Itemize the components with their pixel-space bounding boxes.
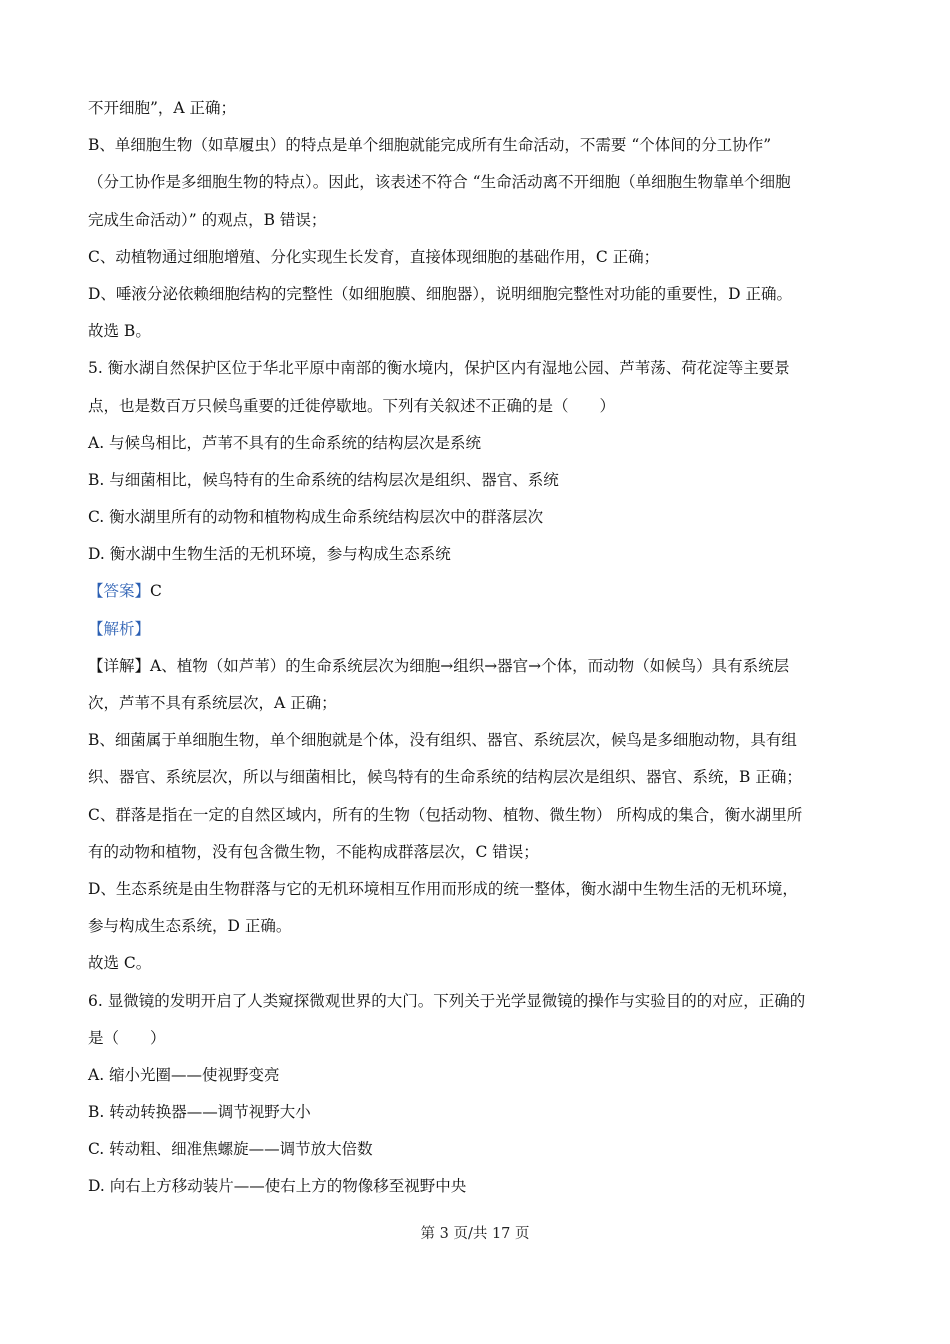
question-5-option-d: D. 衡水湖中生物生活的无机环境，参与构成生态系统 — [88, 545, 451, 564]
question-6-option-b: B. 转动转换器——调节视野大小 — [88, 1103, 311, 1122]
page-footer: 第 3 页/共 17 页 — [420, 1226, 530, 1242]
question-5-option-b: B. 与细菌相比，候鸟特有的生命系统的结构层次是组织、器官、系统 — [88, 470, 559, 489]
detail-line — [88, 648, 868, 685]
question-6-option-c: C. 转动粗、细准焦螺旋——调节放大倍数 — [88, 1140, 373, 1159]
text-line: 完成生命活动）” 的观点，B 错误； — [88, 210, 327, 229]
detail-text: A、植物（如芦苇）的生命系统层次为细胞→组织→器官→个体，而动物（如候鸟）具有系统层 — [150, 656, 790, 675]
text-line: 故选 B。 — [88, 322, 151, 341]
answer-value: C — [150, 582, 162, 601]
answer-line — [88, 573, 868, 610]
text-line: 不开细胞”，A 正确； — [88, 99, 237, 117]
text-line: 次，芦苇不具有系统层次，A 正确； — [88, 694, 337, 712]
text-line: D、唾液分泌依赖细胞结构的完整性（如细胞膜、细胞器），说明细胞完整性对功能的重要性，D 正确。 — [88, 284, 793, 303]
question-6-stem: 6. 显微镜的发明开启了人类窥探微观世界的大门。下列关于光学显微镜的操作与实验目的的对应，正确的 — [88, 991, 806, 1010]
text-line: （分工协作是多细胞生物的特点）。因此，该表述不符合 “生命活动离不开细胞（单细胞生物靠单个细胞 — [88, 173, 791, 192]
analysis-line — [88, 611, 868, 648]
analysis-tag: 【解析】 — [88, 619, 151, 638]
text-line: 织、器官、系统层次，所以与细菌相比，候鸟特有的生命系统的结构层次是组织、器官、系统，B 正确； — [88, 768, 802, 787]
question-6-stem: 是（ ） — [88, 1028, 166, 1047]
text-line: D、生态系统是由生物群落与它的无机环境相互作用而形成的统一整体，衡水湖中生物生活的无机环境， — [88, 879, 798, 898]
text-line: C、动植物通过细胞增殖、分化实现生长发育，直接体现细胞的基础作用，C 正确； — [88, 247, 660, 266]
text-line: 参与构成生态系统，D 正确。 — [88, 917, 292, 936]
question-6-option-d: D. 向右上方移动装片——使右上方的物像移至视野中央 — [88, 1177, 467, 1196]
question-6-option-a: A. 缩小光圈——使视野变亮 — [88, 1065, 280, 1084]
text-line: 有的动物和植物，没有包含微生物，不能构成群落层次，C 错误； — [88, 842, 539, 861]
question-5-option-c: C. 衡水湖里所有的动物和植物构成生命系统结构层次中的群落层次 — [88, 508, 544, 527]
text-line: C、群落是指在一定的自然区域内，所有的生物（包括动物、植物、微生物） 所构成的集合，衡水湖里所 — [88, 805, 803, 824]
answer-tag: 【答案】 — [88, 582, 151, 601]
document-body — [88, 90, 868, 1206]
detail-tag: 【详解】 — [88, 656, 151, 675]
question-5-option-a: A. 与候鸟相比，芦苇不具有的生命系统的结构层次是系统 — [88, 433, 482, 452]
question-5-stem: 点，也是数百万只候鸟重要的迁徙停歇地。下列有关叙述不正确的是（ ） — [88, 396, 616, 415]
question-5-stem: 5. 衡水湖自然保护区位于华北平原中南部的衡水境内，保护区内有湿地公园、芦苇荡、荷花淀等主要景 — [88, 359, 790, 378]
text-line: 故选 C。 — [88, 954, 152, 973]
text-line: B、细菌属于单细胞生物，单个细胞就是个体，没有组织、器官、系统层次，候鸟是多细胞动物，具有组 — [88, 731, 797, 750]
text-line: B、单细胞生物（如草履虫）的特点是单个细胞就能完成所有生命活动，不需要 “个体间的分工协作” — [88, 136, 772, 155]
